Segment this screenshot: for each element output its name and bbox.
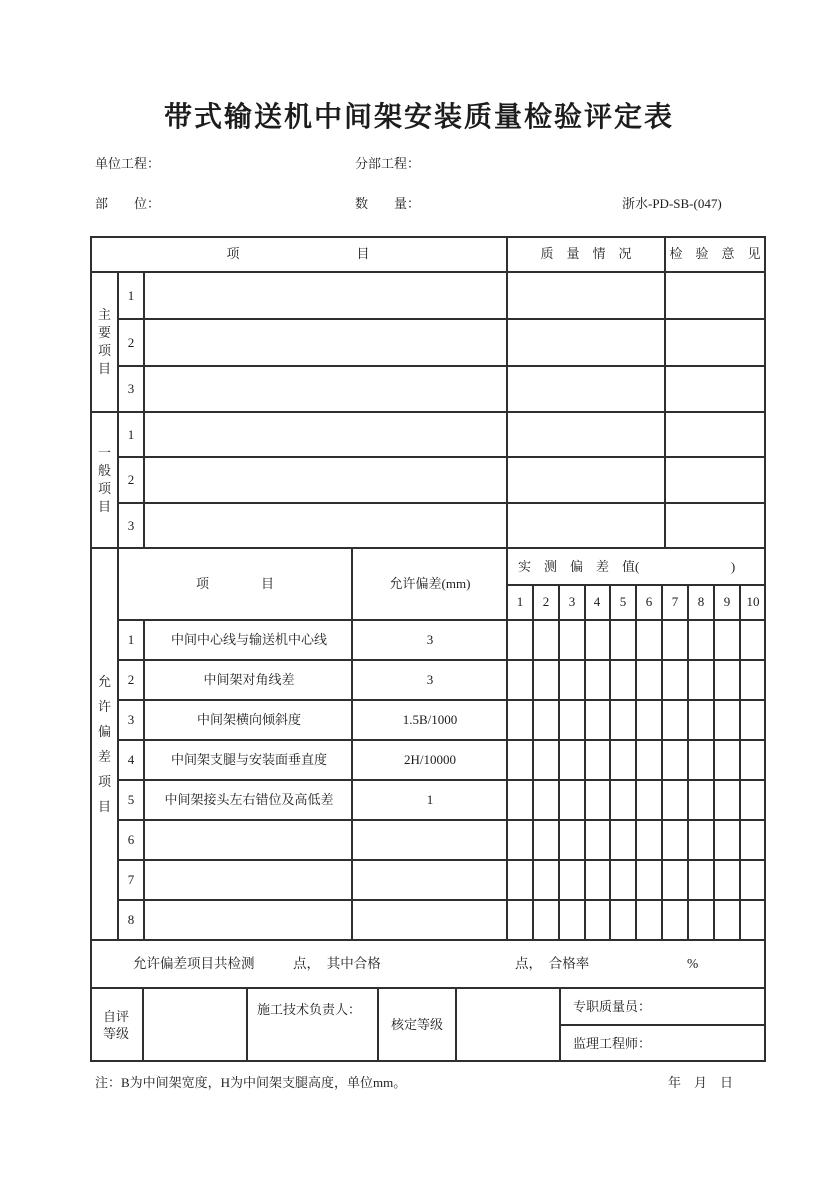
deviation-allow-value: 1.5B/1000 <box>402 712 458 728</box>
grid-line <box>246 988 248 1062</box>
grid-line <box>635 585 637 940</box>
deviation-allow-value: 3 <box>426 632 434 648</box>
point-column-header: 5 <box>619 594 627 610</box>
point-column-header: 7 <box>671 594 679 610</box>
grid-line <box>351 548 353 940</box>
row-number: 1 <box>127 632 135 648</box>
grid-line <box>609 585 611 940</box>
grid-line <box>118 318 766 320</box>
row-number: 3 <box>127 712 135 728</box>
grid-line <box>455 988 457 1062</box>
grid-line <box>506 236 508 940</box>
row-number: 4 <box>127 752 135 768</box>
point-column-header: 3 <box>568 594 576 610</box>
deviation-allow-value: 3 <box>426 672 434 688</box>
quantity-label: 数 量： <box>355 196 421 212</box>
grid-line <box>90 411 766 413</box>
grid-line <box>739 585 741 940</box>
form-code: 浙水-PD-SB-(047) <box>622 196 722 212</box>
summary-percent-sign: % <box>687 955 699 971</box>
grid-line <box>532 585 534 940</box>
part-label: 部 位： <box>95 196 161 212</box>
point-column-header: 6 <box>645 594 653 610</box>
date-fields: 年 月 日 <box>668 1075 734 1091</box>
point-column-header: 10 <box>746 594 760 610</box>
deviation-item: 中间架对角线差 <box>203 672 295 688</box>
measured-values-header-close: ) <box>730 559 736 575</box>
grid-line <box>560 1024 766 1026</box>
section-label-main-items: 主要项目 <box>97 307 111 376</box>
section-label-deviation-items: 允许偏差项目 <box>97 674 111 814</box>
grid-line <box>713 585 715 940</box>
grid-line <box>118 619 766 621</box>
grid-line <box>661 585 663 940</box>
column-header-opinion: 检 验 意 见 <box>669 246 761 262</box>
point-column-header: 1 <box>516 594 524 610</box>
grid-line <box>117 272 119 940</box>
unit-project-label: 单位工程： <box>95 156 161 172</box>
point-column-header: 2 <box>542 594 550 610</box>
row-number: 8 <box>127 912 135 928</box>
column-header-quality: 质 量 情 况 <box>540 246 632 262</box>
grid-line <box>377 988 379 1062</box>
grid-line <box>90 547 766 549</box>
grid-line <box>118 456 766 458</box>
division-project-label: 分部工程： <box>355 156 421 172</box>
grid-line <box>118 365 766 367</box>
footer-note: 注：B为中间架宽度，H为中间架支腿高度，单位mm。 <box>95 1075 407 1091</box>
deviation-item: 中间架横向倾斜度 <box>196 712 302 728</box>
row-number: 2 <box>127 335 135 351</box>
deviation-item-header: 项 目 <box>195 576 275 592</box>
row-number: 2 <box>127 672 135 688</box>
row-number: 5 <box>127 792 135 808</box>
grid-line <box>507 584 766 586</box>
grid-line <box>118 739 766 741</box>
summary-rate-label: 点， 合格率 <box>515 955 590 971</box>
grid-line <box>90 987 766 989</box>
self-rating-label: 自评等级 <box>102 1009 129 1041</box>
grid-line <box>118 699 766 701</box>
row-number: 1 <box>127 288 135 304</box>
row-number: 3 <box>127 381 135 397</box>
grid-line <box>118 779 766 781</box>
column-header-item: 项 目 <box>226 246 370 262</box>
verified-rating-label: 核定等级 <box>390 1017 444 1033</box>
supervisor-label: 监理工程师： <box>573 1036 652 1052</box>
grid-line <box>142 988 144 1062</box>
grid-line <box>118 899 766 901</box>
deviation-item: 中间架接头左右错位及高低差 <box>164 792 334 808</box>
grid-line <box>118 859 766 861</box>
grid-line <box>118 659 766 661</box>
deviation-allow-header: 允许偏差(mm) <box>389 576 471 592</box>
deviation-item: 中间中心线与输送机中心线 <box>170 632 328 648</box>
row-number: 6 <box>127 832 135 848</box>
row-number: 1 <box>127 427 135 443</box>
grid-line <box>687 585 689 940</box>
deviation-item: 中间架支腿与安装面垂直度 <box>170 752 328 768</box>
grid-line <box>118 502 766 504</box>
grid-line <box>90 939 766 941</box>
point-column-header: 9 <box>723 594 731 610</box>
grid-line <box>143 272 145 548</box>
grid-line <box>90 271 766 273</box>
measured-values-header: 实 测 偏 差 值( <box>518 559 640 575</box>
row-number: 3 <box>127 518 135 534</box>
deviation-allow-value: 2H/10000 <box>404 752 456 768</box>
deviation-allow-value: 1 <box>426 792 434 808</box>
grid-line <box>584 585 586 940</box>
summary-detected-label: 允许偏差项目共检测 <box>133 955 255 971</box>
summary-qualified-label: 点， 其中合格 <box>293 955 381 971</box>
tech-lead-label: 施工技术负责人： <box>257 1002 362 1018</box>
row-number: 7 <box>127 872 135 888</box>
row-number: 2 <box>127 472 135 488</box>
quality-officer-label: 专职质量员： <box>573 999 652 1015</box>
point-column-header: 4 <box>593 594 601 610</box>
grid-line <box>558 585 560 940</box>
point-column-header: 8 <box>697 594 705 610</box>
grid-line <box>118 819 766 821</box>
page-title: 带式输送机中间架安装质量检验评定表 <box>163 102 675 134</box>
section-label-general-items: 一般项目 <box>97 445 111 514</box>
